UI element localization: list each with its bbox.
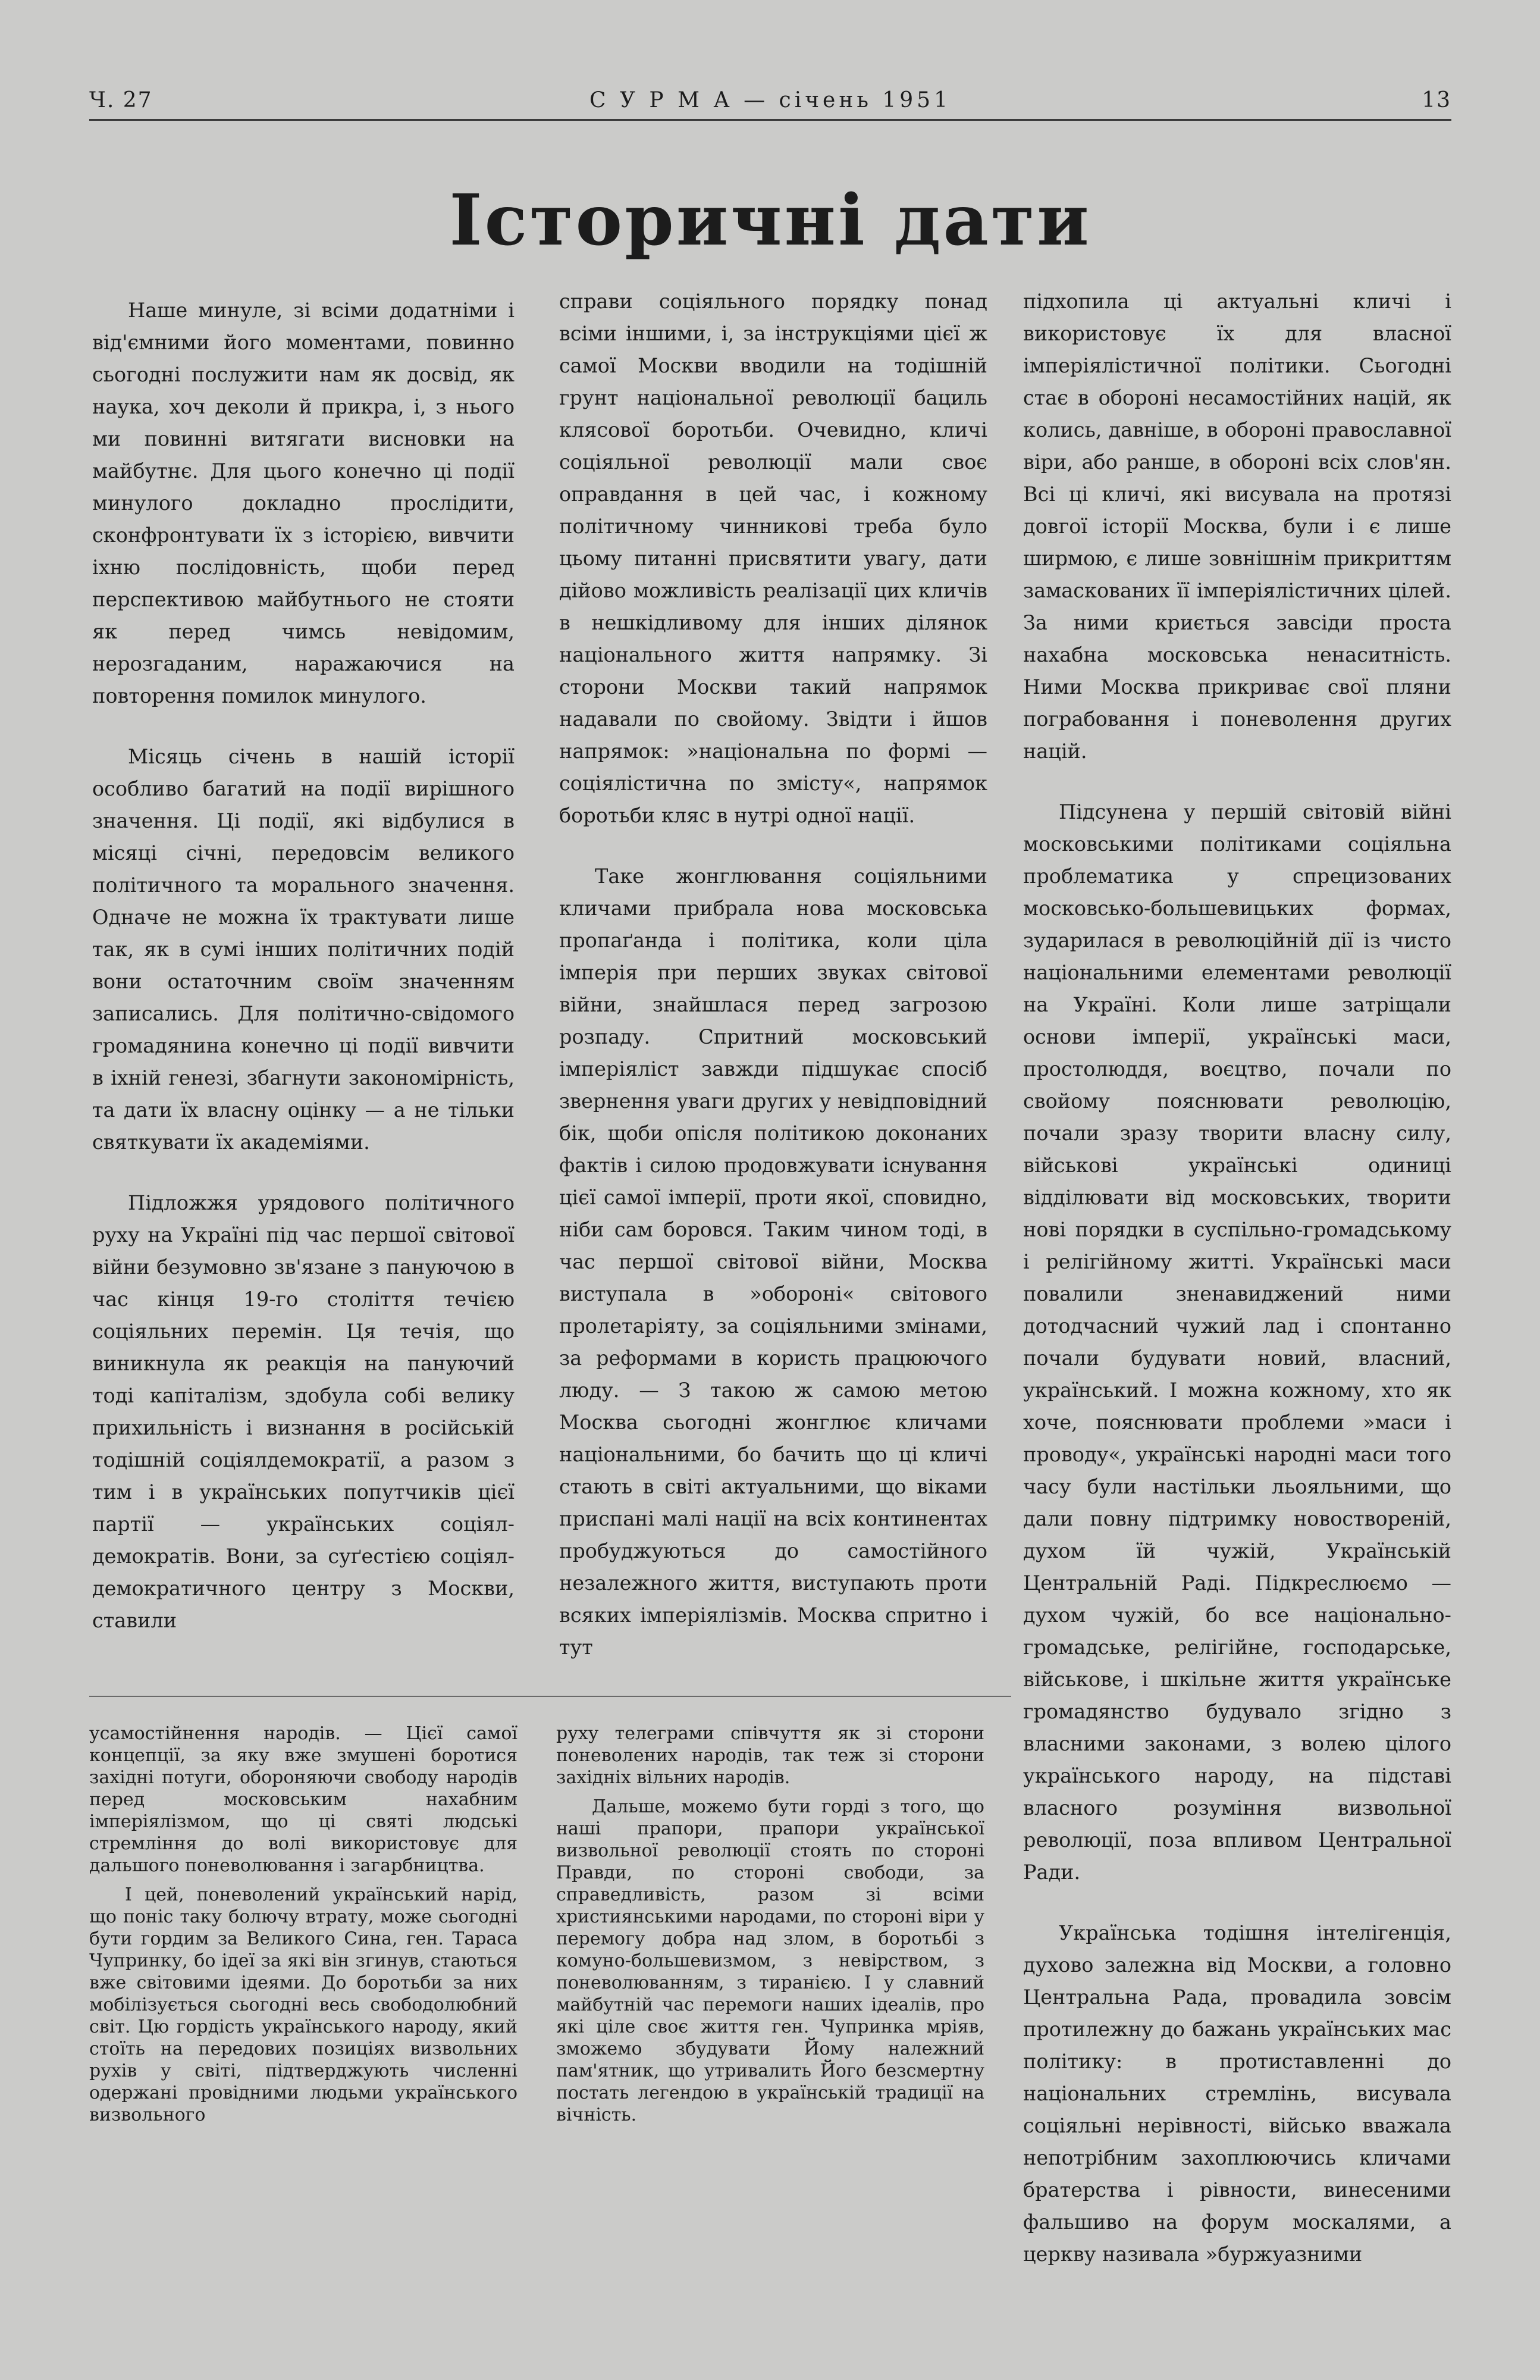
section-divider [89, 1696, 1011, 1697]
paragraph: Таке жонглювання соціяльними кличами прибрала нова московська пропаґанда і політика, коли ціла імперія при перших звуках світової війни, знайшлася перед загрозою розпаду. Спритний московський імперіяліст завжди підшукає спосіб звернення уваги других у невідповідний бік, щоби опісля політикою доконаних фактів і силою продовжувати існування цієї самої імперії, проти якої, сповидно, ніби сам боровся. Таким чином тоді, в час першої світової війни, Москва виступала в »обороні« світового пролетаріяту, за соціяльними змінами, за реформами в користь працюючого люду. — З такою ж самою метою Москва сьогодні жонглює кличами національними, бо бачить що ці кличі стають в світі актуальними, що віками приспані малі нації на всіх континентах пробуджуються до самостійного незалежного життя, виступають проти всяких імперіялізмів. Москва спритно і тут [559, 865, 987, 1659]
article-title: Історичні дати [449, 178, 1092, 261]
paragraph: руху телеграми співчуття як зі сторони поневолених народів, так теж зі сторони західніх вільних народів. [556, 1723, 984, 1788]
paragraph: Наше минуле, зі всіми додатніми і від'ємними його моментами, повинно сьогодні послужити нам як досвід, як наука, хоч деколи й прикра, і, з нього ми повинні витягати висновки на майбутнє. Для цього конечно ці події минулого докладно прослідити, сконфронтувати їх з історією, вивчити іхню послідовність, щоби перед перспективою майбутнього не стояти як перед чимсь невідомим, нерозгаданим, наражаючися на повторення помилок минулого. [92, 299, 515, 707]
page-number: 13 [1422, 88, 1451, 112]
paragraph: Підсунена у першій світовій війні московськими політиками соціяльна проблематика у спрецизованих московсько-большевицьких формах, зударилася в революційній дії із чисто національними елементами революції на Україні. Коли лише затріщали основи імперії, українські маси, простолюддя, воєцтво, почали по свойому пояснювати революцію, почали зразу творити власну силу, військові українські одиниці відділювати від московських, творити нові порядки в суспільно-громадському і релігійному житті. Українські маси повалили зненавиджений ними дотодчасний чужий лад і спонтанно почали будувати новий, власний, український. І можна кожному, хто як хоче, пояснювати проблеми »маси і проводу«, українські народні маси того часу були настільки льояльними, що дали повну підтримку новоствореній, духом їй чужій, Українській Центральній Раді. Підкреслюємо — духом чужій, бо все національно-громадське, релігійне, господарське, військове, і шкільне життя українське громадянство будувало згідно з власними законами, з волею цілого українського народу, на підставі власного розуміння визвольної революції, поза впливом Центральної Ради. [1023, 800, 1451, 1884]
column-2 [559, 286, 987, 1664]
paragraph: підхопила ці актуальні кличі і використовує їх для власної імперіялістичної політики. Сьогодні стає в обороні несамостійних націй, як колись, давніше, в обороні православної віри, або ранше, в обороні всіх слов'ян. Всі ці кличі, які висувала на протязі довгої історії Москва, були і є лише ширмою, є лише зовнішнім прикриттям замаскованих її імперіялістичних цілей. За ними криється завсіди проста нахабна московська ненаситність. Ними Москва прикриває свої пляни пограбовання і поневолення других націй. [1023, 290, 1451, 763]
paragraph: справи соціяльного порядку понад всіми іншими, і, за інструкціями цієї ж самої Москви вводили на тодішній грунт національної революції бациль клясової боротьби. Очевидно, кличі соціяльної революції мали своє оправдання в цей час, і кожному політичному чинникові треба було цьому питанні присвятити увагу, дати дійово можливість реалізації цих кличів в нешкідливому для інших ділянок національного життя напрямку. Зі сторони Москви такий напрямок надавали по свойому. Звідти і йшов напрямок: »національна по формі — соціялістична по змісту«, напрямок боротьби кляс в нутрі одної нації. [559, 290, 987, 827]
paragraph: І цей, поневолений український нарід, що поніс таку болючу втрату, може сьогодні бути гордим за Великого Сина, ген. Тараса Чупринку, бо ідеї за які він згинув, стаються вже світовими ідеями. До боротьби за них мобілізується сьогодні весь свободолюбний світ. Цю гордість українського народу, який стоїть на передових позиціях визвольних рухів у світі, підтверджують численні одержані провідними людьми українського визвольного [89, 1884, 517, 2125]
paragraph: Місяць січень в нашій історії особливо багатий на події вирішного значення. Ці події, які відбулися в місяці січні, передовсім великого політичного та морального значення. Одначе не можна їх трактувати лише так, як в сумі інших політичних подій вони остаточним своїм значенням записались. Для політично-свідомого громадянина конечно ці події вивчити в іхній генезі, збагнути закономірність, та дати їх власну оцінку — а не тільки святкувати їх академіями. [92, 745, 515, 1154]
header-rule [89, 119, 1451, 121]
paragraph: Дальше, можемо бути горді з того, що наші прапори, прапори української визвольної революції стоять по стороні Правди, по стороні свободи, за справедливість, разом зі всіми християнськими народами, по стороні віри у перемогу добра над злом, в боротьбі з комуно-большевизмом, з невірством, з поневолюванням, з тиранією. І у славний майбутній час перемоги наших ідеалів, про які ціле своє життя ген. Чупринка мріяв, зможемо збудувати Йому належний пам'ятник, що утривалить Його безсмертну постать легендою в українській традиції на вічність. [556, 1796, 984, 2125]
column-1 [92, 295, 515, 1637]
column-3 [1023, 286, 1451, 2271]
publication-title: С У Р М А — січень 1951 [589, 88, 951, 112]
paragraph: Підложжя урядового політичного руху на Україні під час першої світової війни безумовно зв'язане з пануючою в час кінця 19-го століття течією соціяльних перемін. Ця течія, що виникнула як реакція на пануючий тоді капіталізм, здобула собі велику прихильність і визнання в російській тодішній соціялдемократії, а разом з тим і в українських попутчиків цієї партії — українських соціял-демократів. Вони, за суґестією соціял-демократичного центру з Москви, ставили [92, 1191, 515, 1632]
paragraph: Українська тодішня інтелігенція, духово залежна від Москви, а головно Центральна Рада, провадила зовсім протилежну до бажань українських мас політику: в протиставленні до національних стремлінь, висувала соціяльні нерівності, військо вважала непотрібним захоплюючись кличами братерства і рівности, винесеними фальшиво на форум москалями, а церкву називала »буржуазними [1023, 1921, 1451, 2266]
page-label: Ч. 27 [89, 88, 153, 112]
lower-column-2 [556, 1723, 984, 2126]
paragraph: усамостійнення народів. — Цієї самої концепції, за яку вже змушені боротися західні потуги, обороняючи свободу народів перед московським нахабним імперіялізмом, що ці святі людські стремління до волі використовує для дальшого поневолювання і загарбництва. [89, 1723, 517, 1876]
lower-column-1 [89, 1723, 517, 2126]
